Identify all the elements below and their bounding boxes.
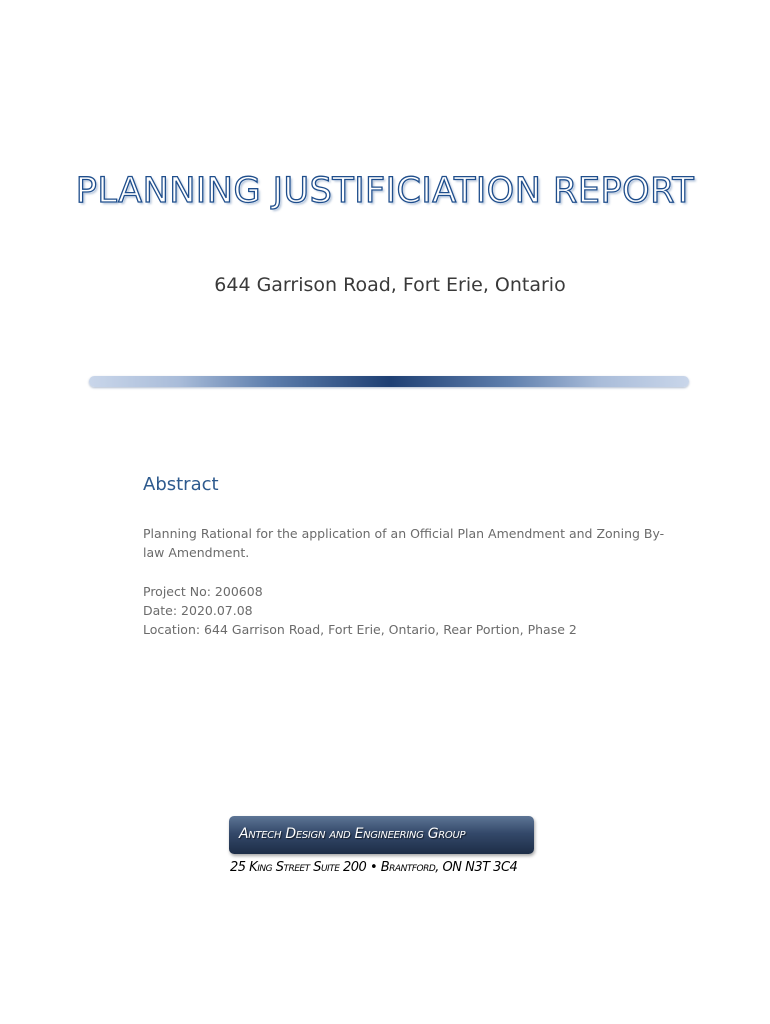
company-name-badge [229,816,534,854]
project-number: Project No: 200608 [143,584,263,599]
project-location: Location: 644 Garrison Road, Fort Erie, Ontario, Rear Portion, Phase 2 [143,622,577,637]
abstract-text: Planning Rational for the application of an Official Plan Amendment and Zoning By-law Amendment. [143,526,665,560]
report-title: PLANNING JUSTIFICIATION REPORT [75,171,695,212]
abstract-heading: Abstract [143,474,219,495]
company-name: Antech Design and Engineering Group [239,826,466,842]
company-address: 25 King Street Suite 200 • Brantford, ON N3T 3C4 [230,860,518,875]
report-date: Date: 2020.07.08 [143,603,253,618]
report-subtitle-address: 644 Garrison Road, Fort Erie, Ontario [214,274,566,296]
project-metadata [143,582,577,639]
decorative-divider-bar [89,376,689,387]
abstract-body [143,524,683,562]
